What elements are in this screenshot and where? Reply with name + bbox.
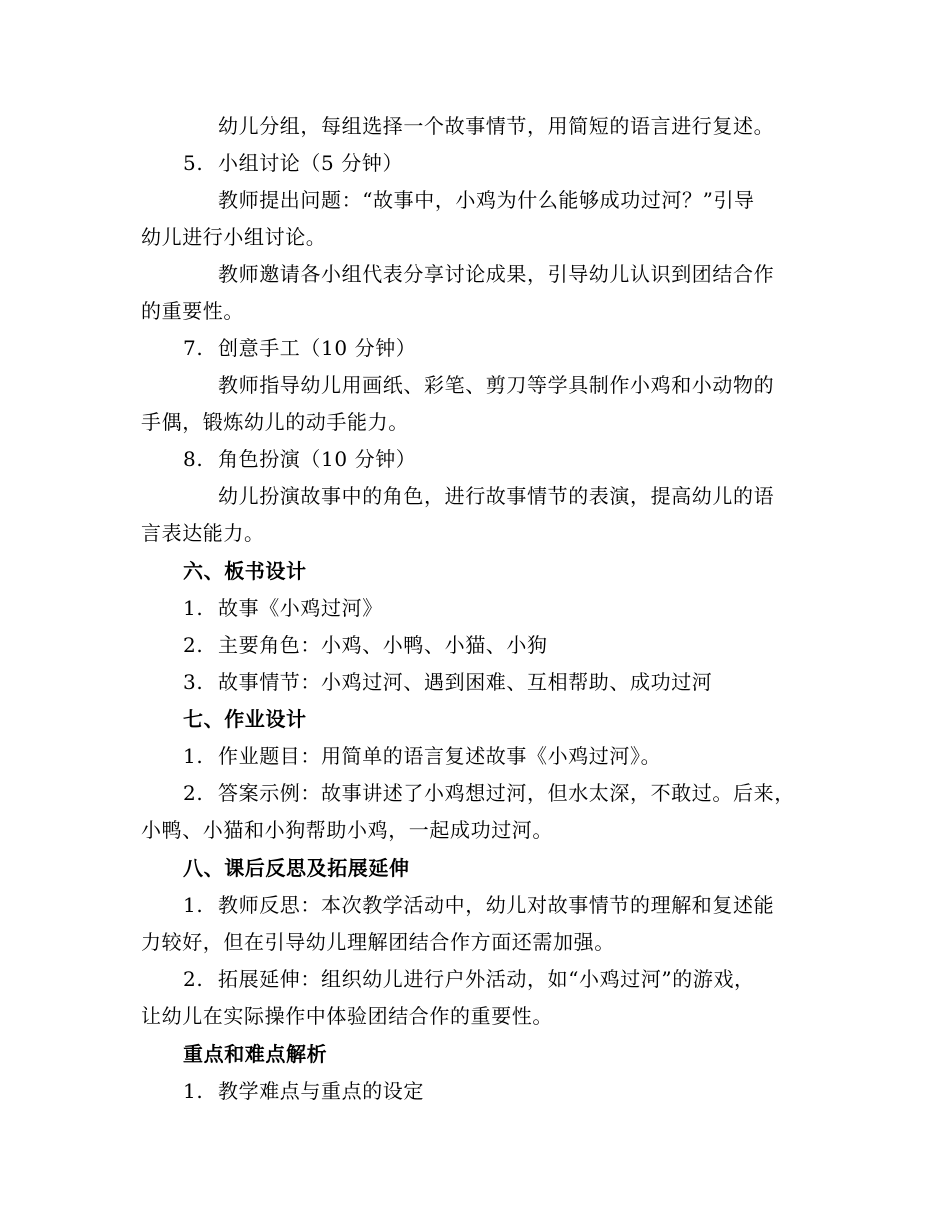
paragraph-craft-line2: 手偶，锻炼幼儿的动手能力。: [141, 410, 409, 434]
list-item-homework-2-line2: 小鸭、小猫和小狗帮助小鸡，一起成功过河。: [141, 818, 553, 842]
list-number: 1.: [183, 893, 204, 917]
list-item-text: 故事情节：小鸡过河、遇到困难、互相帮助、成功过河: [218, 670, 713, 694]
list-number: 8.: [183, 447, 204, 471]
list-number: 2.: [183, 633, 204, 657]
list-item-text: 小组讨论（5 分钟）: [218, 151, 404, 175]
list-number: 7.: [183, 336, 204, 360]
paragraph-group-retell: 幼儿分组，每组选择一个故事情节，用简短的语言进行复述。: [218, 114, 775, 138]
list-item-text: 作业题目：用简单的语言复述故事《小鸡过河》。: [218, 744, 662, 768]
paragraph-role-play-line2: 言表达能力。: [141, 521, 265, 545]
section-heading-homework: 七、作业设计: [183, 707, 307, 731]
list-item-board-3: [183, 669, 712, 695]
list-item-text: 教学难点与重点的设定: [218, 1079, 424, 1103]
list-item-creative-craft: [183, 335, 416, 361]
list-item-text: 故事《小鸡过河》: [218, 596, 383, 620]
paragraph-role-play-line1: 幼儿扮演故事中的角色，进行故事情节的表演，提高幼儿的语: [218, 484, 775, 508]
paragraph-share-results-line2: 的重要性。: [141, 299, 244, 323]
list-item-board-1: [183, 595, 383, 621]
list-item-reflection-2-line2: 让幼儿在实际操作中体验团结合作的重要性。: [141, 1004, 553, 1028]
list-item-text: 拓展延伸：组织幼儿进行户外活动，如“小鸡过河”的游戏，: [218, 967, 755, 991]
list-item-group-discussion: [183, 150, 403, 176]
list-item-text: 角色扮演（10 分钟）: [218, 447, 417, 471]
list-item-role-play: [183, 446, 416, 472]
list-item-text: 答案示例：故事讲述了小鸡想过河，但水太深，不敢过。后来，: [218, 781, 795, 805]
section-heading-reflection: 八、课后反思及拓展延伸: [183, 856, 410, 880]
section-heading-key-points: 重点和难点解析: [183, 1042, 328, 1066]
list-item-board-2: [183, 632, 548, 658]
list-number: 2.: [183, 967, 204, 991]
list-item-key-points-1: [183, 1078, 424, 1104]
list-item-text: 创意手工（10 分钟）: [218, 336, 417, 360]
list-item-text: 主要角色：小鸡、小鸭、小猫、小狗: [218, 633, 548, 657]
paragraph-teacher-question-line1: 教师提出问题：“故事中，小鸡为什么能够成功过河？”引导: [218, 188, 755, 212]
list-item-reflection-1-line2: 力较好，但在引导幼儿理解团结合作方面还需加强。: [141, 930, 615, 954]
list-item-homework-1: [183, 743, 661, 769]
section-heading-board-design: 六、板书设计: [183, 559, 307, 583]
list-item-homework-2-line1: [183, 780, 795, 806]
list-number: 1.: [183, 744, 204, 768]
list-number: 3.: [183, 670, 204, 694]
paragraph-share-results-line1: 教师邀请各小组代表分享讨论成果，引导幼儿认识到团结合作: [218, 262, 775, 286]
list-number: 5.: [183, 151, 204, 175]
list-item-text: 教师反思：本次教学活动中，幼儿对故事情节的理解和复述能: [218, 893, 775, 917]
paragraph-craft-line1: 教师指导幼儿用画纸、彩笔、剪刀等学具制作小鸡和小动物的: [218, 373, 775, 397]
list-item-reflection-1-line1: [183, 892, 774, 918]
list-number: 2.: [183, 781, 204, 805]
list-number: 1.: [183, 1079, 204, 1103]
paragraph-teacher-question-line2: 幼儿进行小组讨论。: [141, 225, 327, 249]
list-item-reflection-2-line1: [183, 966, 755, 992]
list-number: 1.: [183, 596, 204, 620]
